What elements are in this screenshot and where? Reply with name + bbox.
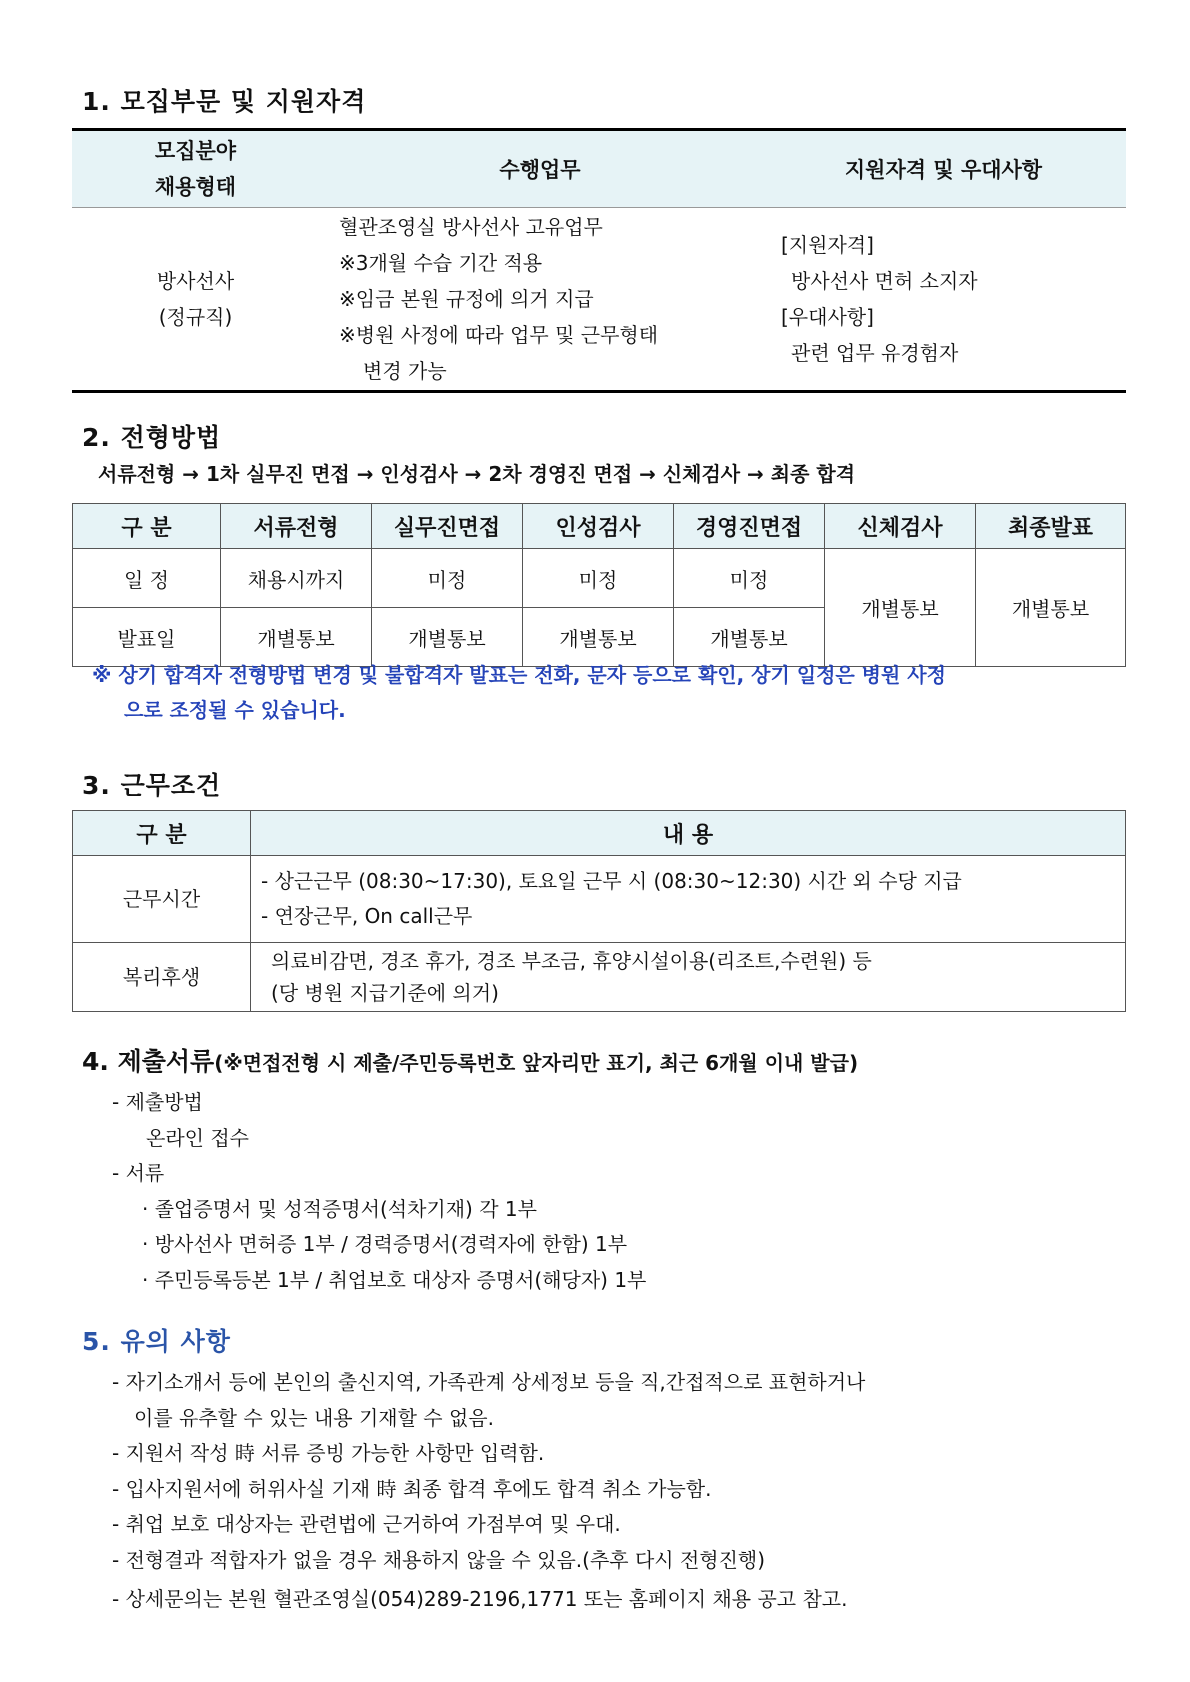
table-cell: 개별통보: [372, 608, 523, 667]
field-value: 방사선사: [156, 269, 235, 293]
row-label: 근무시간: [73, 856, 251, 943]
list-item: - 전형결과 적합자가 없을 경우 채용하지 않을 수 있음.(추후 다시 전형진행): [112, 1547, 766, 1572]
list-item: 이를 유추할 수 있는 내용 기재할 수 없음.: [134, 1405, 494, 1430]
table-cell: 개별통보: [976, 549, 1126, 667]
conditions-table: [72, 810, 1126, 1012]
list-item: · 방사선사 면허증 1부 / 경력증명서(경력자에 한함) 1부: [142, 1232, 628, 1256]
conditions-content: [251, 943, 1126, 1012]
table-cell: 개별통보: [221, 608, 372, 667]
type-value: (정규직): [158, 305, 233, 329]
conditions-header-row: [73, 811, 1126, 856]
qual-line: 관련 업무 유경험자: [791, 341, 959, 365]
list-item: · 주민등록등본 1부 / 취업보호 대상자 증명서(해당자) 1부: [142, 1267, 647, 1292]
section4-title-text: 4. 제출서류: [82, 1047, 215, 1076]
section4-title: [82, 1042, 858, 1078]
col-header: 구 분: [73, 504, 221, 549]
list-item: - 상세문의는 본원 혈관조영실(054)289-2196,1771 또는 홈페이지 채용 공고 참고.: [112, 1587, 848, 1611]
col-header: 내 용: [251, 811, 1126, 856]
selection-flow: 서류전형 → 1차 실무진 면접 → 인성검사 → 2차 경영진 면접 → 신체검사 → 최종 합격: [98, 462, 856, 486]
table-cell: 미정: [674, 549, 825, 608]
field-cell: [72, 208, 319, 392]
duty-line: 혈관조영실 방사선사 고유업무: [339, 215, 603, 239]
row-label: 일 정: [73, 549, 221, 608]
recruit-row: [72, 208, 1126, 392]
selection-table: [72, 503, 1126, 667]
content-line: 의료비감면, 경조 휴가, 경조 부조금, 휴양시설이용(리조트,수련원) 등: [271, 949, 872, 973]
section3-title: 3. 근무조건: [82, 771, 222, 800]
schedule-row: [73, 549, 1126, 608]
notices-list: [112, 1365, 865, 1618]
qual-line: 방사선사 면허 소지자: [791, 269, 978, 293]
selection-header-row: [73, 504, 1126, 549]
section1-title: 1. 모집부문 및 지원자격: [82, 87, 367, 116]
section2-title: 2. 전형방법: [82, 423, 222, 452]
col-header: 서류전형: [221, 504, 372, 549]
conditions-row: [73, 856, 1126, 943]
recruit-table: [72, 128, 1126, 393]
list-item: - 입사지원서에 허위사실 기재 時 최종 합격 후에도 합격 취소 가능함.: [112, 1476, 712, 1501]
qual-line: [지원자격]: [781, 233, 874, 257]
recruit-header-row: [72, 130, 1126, 208]
list-item: - 지원서 작성 時 서류 증빙 가능한 사항만 입력함.: [112, 1441, 545, 1465]
qualifications-cell: [761, 208, 1126, 392]
row-label: 복리후생: [73, 943, 251, 1012]
conditions-content: [251, 856, 1126, 943]
header-duties: 수행업무: [319, 130, 761, 208]
list-item: 온라인 접수: [146, 1125, 249, 1150]
documents-list: [112, 1085, 646, 1298]
table-cell: 채용시까지: [221, 549, 372, 608]
table-cell: 미정: [372, 549, 523, 608]
duty-line: ※3개월 수습 기간 적용: [339, 251, 543, 275]
col-header: 실무진면접: [372, 504, 523, 549]
qual-line: [우대사항]: [781, 305, 874, 329]
table-cell: 개별통보: [825, 549, 976, 667]
section5-title: 5. 유의 사항: [82, 1327, 231, 1356]
col-header: 인성검사: [523, 504, 674, 549]
duty-line: ※임금 본원 규정에 의거 지급: [339, 287, 594, 311]
table-cell: 미정: [523, 549, 674, 608]
list-item: - 제출방법: [112, 1090, 203, 1114]
header-type: 채용형태: [154, 175, 237, 199]
table-cell: 개별통보: [674, 608, 825, 667]
col-header: 구 분: [73, 811, 251, 856]
duties-cell: [319, 208, 761, 392]
col-header: 최종발표: [976, 504, 1126, 549]
col-header: 경영진면접: [674, 504, 825, 549]
header-qualifications: 지원자격 및 우대사항: [761, 130, 1126, 208]
duty-line: 변경 가능: [363, 359, 447, 383]
list-item: - 서류: [112, 1161, 165, 1185]
note-line: ※ 상기 합격자 전형방법 변경 및 불합격자 발표는 전화, 문자 등으로 확인, 상기 일정은 병원 사정: [92, 663, 946, 687]
content-line: - 상근근무 (08:30~17:30), 토요일 근무 시 (08:30~12:30) 시간 외 수당 지급: [261, 869, 962, 893]
list-item: - 취업 보호 대상자는 관련법에 근거하여 가점부여 및 우대.: [112, 1512, 621, 1536]
note-line: 으로 조정될 수 있습니다.: [124, 698, 346, 722]
col-header: 신체검사: [825, 504, 976, 549]
selection-note: [92, 658, 1132, 728]
table-cell: 개별통보: [523, 608, 674, 667]
content-line: (당 병원 지급기준에 의거): [271, 981, 499, 1005]
header-field-type: [72, 130, 319, 208]
duty-line: ※병원 사정에 따라 업무 및 근무형태: [339, 323, 659, 347]
list-item: · 졸업증명서 및 성적증명서(석차기재) 각 1부: [142, 1196, 537, 1221]
conditions-row: [73, 943, 1126, 1012]
content-line: - 연장근무, On call근무: [261, 904, 473, 928]
row-label: 발표일: [73, 608, 221, 667]
section4-subtitle: (※면접전형 시 제출/주민등록번호 앞자리만 표기, 최근 6개월 이내 발급): [214, 1051, 859, 1075]
header-field: 모집분야: [154, 139, 237, 163]
list-item: - 자기소개서 등에 본인의 출신지역, 가족관계 상세정보 등을 직,간접적으로 표현하거나: [112, 1370, 866, 1394]
